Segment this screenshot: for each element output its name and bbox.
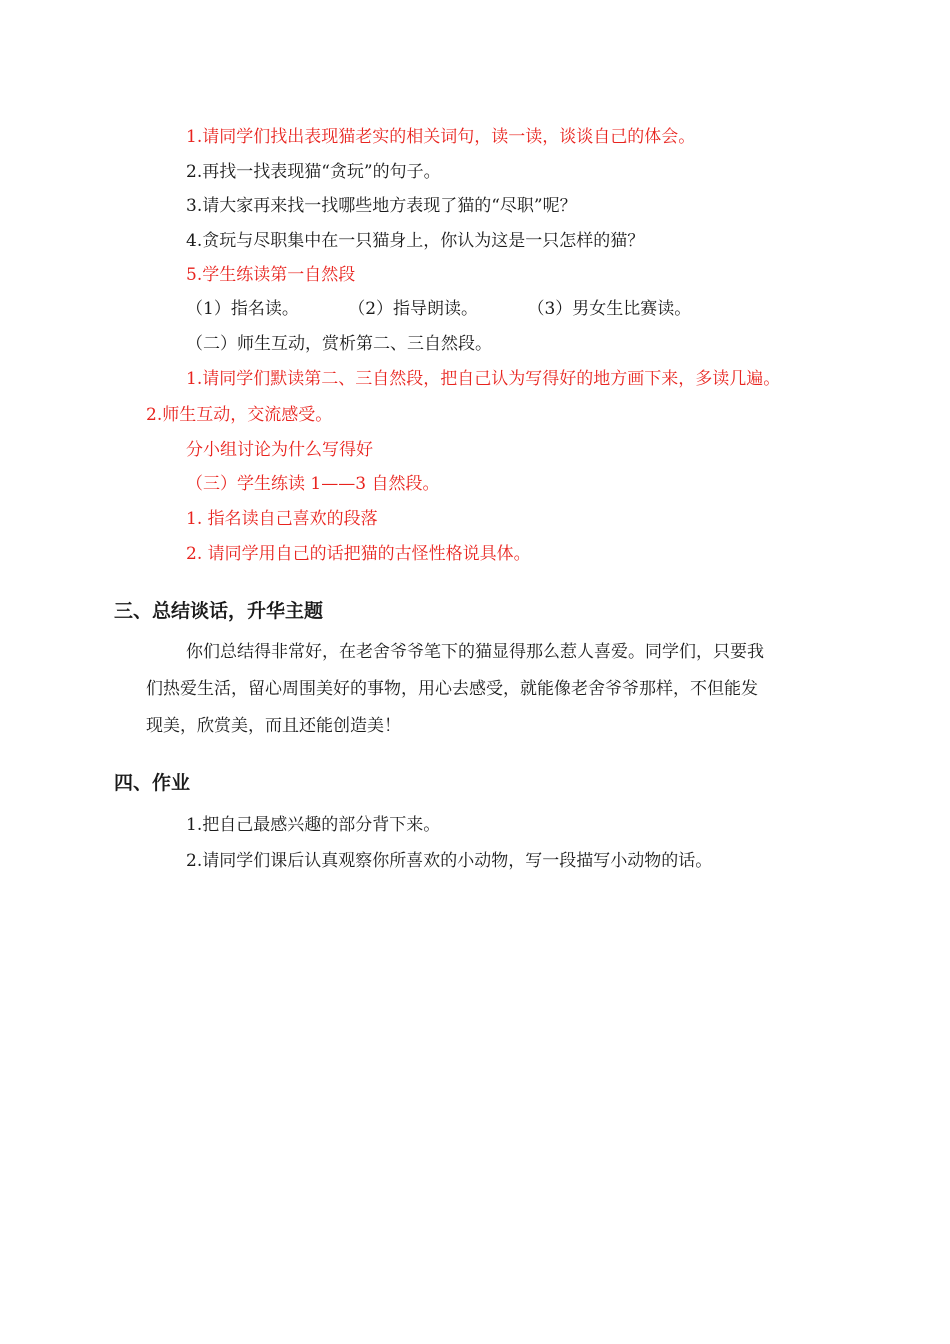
reading-method-1: （1）指名读。: [186, 299, 299, 319]
section3-heading: 三、总结谈话，升华主题: [114, 600, 324, 622]
summary-line-1: 你们总结得非常好，在老舍爷爷笔下的猫显得那么惹人喜爱。同学们，只要我: [186, 642, 764, 662]
reading-method-2: （2）指导朗读。: [348, 299, 479, 319]
part2-task-2: 2.师生互动，交流感受。: [146, 405, 333, 425]
reading-task-2: 2.再找一找表现猫“贪玩”的句子。: [186, 162, 441, 182]
reading-methods: [186, 298, 691, 320]
part2-title: （二）师生互动，赏析第二、三自然段。: [186, 334, 492, 354]
section4-heading: 四、作业: [114, 772, 191, 794]
part3-task-2: 2. 请同学用自己的话把猫的古怪性格说具体。: [186, 544, 531, 564]
homework-item-1: 1.把自己最感兴趣的部分背下来。: [186, 815, 441, 835]
part2-note: 分小组讨论为什么写得好: [186, 440, 373, 460]
homework-item-2: 2.请同学们课后认真观察你所喜欢的小动物，写一段描写小动物的话。: [186, 851, 713, 871]
reading-task-5: 5.学生练读第一自然段: [186, 265, 356, 285]
summary-line-2: 们热爱生活，留心周围美好的事物，用心去感受，就能像老舍爷爷那样，不但能发: [146, 679, 758, 699]
reading-task-1: 1.请同学们找出表现猫老实的相关词句，读一读，谈谈自己的体会。: [186, 127, 696, 147]
reading-task-4: 4.贪玩与尽职集中在一只猫身上，你认为这是一只怎样的猫？: [186, 231, 645, 251]
reading-method-3: （3）男女生比赛读。: [527, 299, 692, 319]
part3-title: （三）学生练读 1——3 自然段。: [186, 474, 440, 494]
part2-task-1: 1.请同学们默读第二、三自然段，把自己认为写得好的地方画下来，多读几遍。: [186, 369, 781, 389]
summary-line-3: 现美，欣赏美，而且还能创造美！: [146, 716, 401, 736]
reading-task-3: 3.请大家再来找一找哪些地方表现了猫的“尽职”呢？: [186, 196, 577, 216]
part3-task-1: 1. 指名读自己喜欢的段落: [186, 509, 378, 529]
